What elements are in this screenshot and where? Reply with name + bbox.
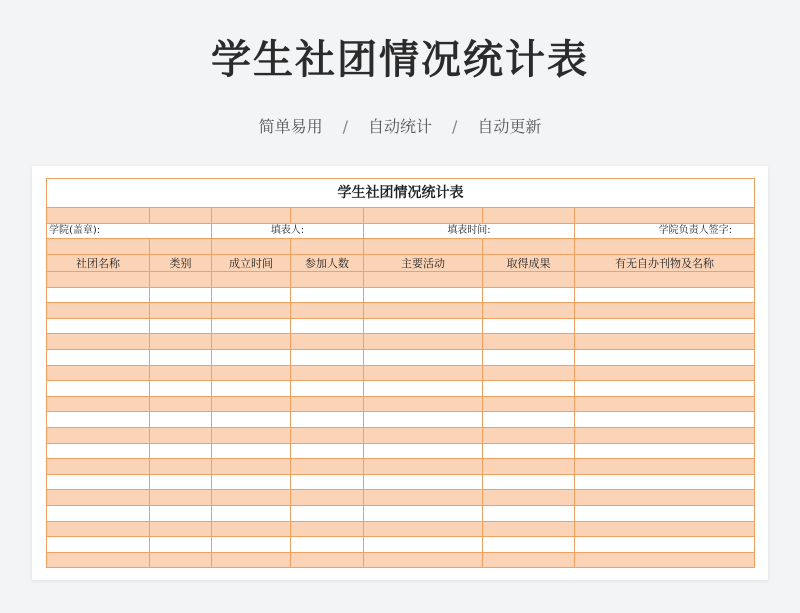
table-cell[interactable] — [575, 365, 755, 381]
table-cell[interactable] — [483, 552, 575, 568]
table-cell[interactable] — [150, 349, 212, 365]
table-cell[interactable] — [483, 303, 575, 319]
table-cell[interactable] — [483, 365, 575, 381]
table-cell[interactable] — [150, 381, 212, 397]
table-cell[interactable] — [291, 459, 364, 475]
table-cell[interactable] — [575, 521, 755, 537]
table-cell[interactable] — [150, 412, 212, 428]
table-row — [47, 552, 755, 568]
table-row — [47, 537, 755, 553]
table-cell[interactable] — [364, 505, 483, 521]
tag-easy: 简单易用 — [258, 117, 323, 136]
table-cell[interactable] — [291, 303, 364, 319]
table-cell[interactable] — [291, 412, 364, 428]
table-cell[interactable] — [47, 537, 150, 553]
table-cell[interactable] — [212, 459, 291, 475]
table-cell[interactable] — [291, 287, 364, 303]
table-cell[interactable] — [212, 443, 291, 459]
table-cell[interactable] — [483, 490, 575, 506]
table-cell[interactable] — [150, 272, 212, 288]
table-cell[interactable] — [575, 505, 755, 521]
table-cell[interactable] — [212, 552, 291, 568]
blank-row — [47, 239, 755, 255]
table-cell[interactable] — [291, 349, 364, 365]
table-cell[interactable] — [150, 396, 212, 412]
table-cell[interactable] — [291, 474, 364, 490]
table-cell[interactable] — [483, 427, 575, 443]
table-row — [47, 318, 755, 334]
signature-label: 学院负责人签字: — [575, 224, 755, 239]
table-cell[interactable] — [483, 505, 575, 521]
table-cell[interactable] — [364, 318, 483, 334]
spreadsheet-preview — [32, 166, 768, 580]
table-cell[interactable] — [575, 318, 755, 334]
table-cell[interactable] — [47, 505, 150, 521]
cell[interactable] — [575, 208, 755, 224]
table-cell[interactable] — [291, 443, 364, 459]
table-cell[interactable] — [291, 490, 364, 506]
info-row — [47, 224, 755, 239]
table-cell[interactable] — [212, 412, 291, 428]
table-cell[interactable] — [575, 287, 755, 303]
table-cell[interactable] — [291, 427, 364, 443]
cell[interactable] — [150, 239, 212, 255]
table-row — [47, 272, 755, 288]
table-cell[interactable] — [291, 521, 364, 537]
table-cell[interactable] — [483, 318, 575, 334]
table-cell[interactable] — [575, 474, 755, 490]
tag-separator: / — [342, 117, 348, 136]
table-row — [47, 412, 755, 428]
table-cell[interactable] — [47, 459, 150, 475]
table-cell[interactable] — [291, 537, 364, 553]
table-cell[interactable] — [150, 287, 212, 303]
table-row — [47, 474, 755, 490]
tag-auto-update: 自动更新 — [477, 117, 542, 136]
column-header: 取得成果 — [483, 255, 575, 272]
table-cell[interactable] — [483, 272, 575, 288]
table-row — [47, 427, 755, 443]
cell[interactable] — [483, 239, 575, 255]
table-cell[interactable] — [483, 521, 575, 537]
table-cell[interactable] — [212, 474, 291, 490]
column-header: 成立时间 — [212, 255, 291, 272]
column-header: 参加人数 — [291, 255, 364, 272]
table-cell[interactable] — [150, 427, 212, 443]
table-cell[interactable] — [483, 396, 575, 412]
table-cell[interactable] — [212, 396, 291, 412]
table-cell[interactable] — [47, 365, 150, 381]
table-cell[interactable] — [212, 427, 291, 443]
table-cell[interactable] — [47, 490, 150, 506]
table-cell[interactable] — [47, 552, 150, 568]
table-row — [47, 505, 755, 521]
table-cell[interactable] — [291, 381, 364, 397]
table-cell[interactable] — [150, 365, 212, 381]
filler-label: 填表人: — [212, 224, 364, 239]
table-cell[interactable] — [575, 490, 755, 506]
cell[interactable] — [212, 208, 291, 224]
table-cell[interactable] — [47, 303, 150, 319]
table-row — [47, 365, 755, 381]
table-row — [47, 490, 755, 506]
table-cell[interactable] — [47, 443, 150, 459]
table-cell[interactable] — [150, 474, 212, 490]
column-header: 社团名称 — [47, 255, 150, 272]
table-cell[interactable] — [364, 474, 483, 490]
table-cell[interactable] — [364, 365, 483, 381]
statistics-table — [46, 178, 755, 568]
table-cell[interactable] — [212, 318, 291, 334]
table-cell[interactable] — [150, 443, 212, 459]
table-cell[interactable] — [364, 412, 483, 428]
table-cell[interactable] — [364, 396, 483, 412]
table-cell[interactable] — [47, 272, 150, 288]
blank-row — [47, 208, 755, 224]
table-cell[interactable] — [150, 505, 212, 521]
table-row — [47, 349, 755, 365]
table-cell[interactable] — [483, 474, 575, 490]
table-cell[interactable] — [150, 552, 212, 568]
table-cell[interactable] — [575, 334, 755, 350]
sheet-title: 学生社团情况统计表 — [47, 179, 755, 208]
table-row — [47, 334, 755, 350]
table-cell[interactable] — [47, 474, 150, 490]
tag-auto-stats: 自动统计 — [367, 117, 432, 136]
table-cell[interactable] — [364, 381, 483, 397]
table-cell[interactable] — [150, 303, 212, 319]
table-cell[interactable] — [364, 537, 483, 553]
table-cell[interactable] — [364, 427, 483, 443]
table-row — [47, 443, 755, 459]
table-cell[interactable] — [483, 287, 575, 303]
table-cell[interactable] — [47, 318, 150, 334]
table-cell[interactable] — [47, 521, 150, 537]
table-row — [47, 396, 755, 412]
table-cell[interactable] — [47, 287, 150, 303]
table-row — [47, 303, 755, 319]
table-cell[interactable] — [364, 349, 483, 365]
table-cell[interactable] — [291, 396, 364, 412]
table-cell[interactable] — [291, 272, 364, 288]
table-cell[interactable] — [364, 303, 483, 319]
table-cell[interactable] — [575, 381, 755, 397]
table-cell[interactable] — [483, 537, 575, 553]
table-row — [47, 459, 755, 475]
table-cell[interactable] — [483, 349, 575, 365]
table-cell[interactable] — [150, 318, 212, 334]
table-cell[interactable] — [212, 303, 291, 319]
table-cell[interactable] — [364, 490, 483, 506]
table-cell[interactable] — [364, 272, 483, 288]
cell[interactable] — [291, 239, 364, 255]
table-cell[interactable] — [212, 272, 291, 288]
cell[interactable] — [212, 239, 291, 255]
table-cell[interactable] — [150, 537, 212, 553]
cell[interactable] — [364, 208, 483, 224]
column-header: 类别 — [150, 255, 212, 272]
column-header: 有无自办刊物及名称 — [575, 255, 755, 272]
table-cell[interactable] — [364, 443, 483, 459]
table-cell[interactable] — [483, 381, 575, 397]
table-cell[interactable] — [47, 381, 150, 397]
table-cell[interactable] — [291, 365, 364, 381]
table-cell[interactable] — [575, 459, 755, 475]
table-cell[interactable] — [212, 490, 291, 506]
table-cell[interactable] — [291, 552, 364, 568]
table-cell[interactable] — [483, 443, 575, 459]
table-cell[interactable] — [212, 381, 291, 397]
cell[interactable] — [47, 208, 150, 224]
table-cell[interactable] — [575, 396, 755, 412]
cell[interactable] — [47, 239, 150, 255]
table-cell[interactable] — [150, 490, 212, 506]
table-cell[interactable] — [291, 505, 364, 521]
table-cell[interactable] — [575, 552, 755, 568]
table-cell[interactable] — [212, 287, 291, 303]
table-cell[interactable] — [575, 303, 755, 319]
table-cell[interactable] — [483, 459, 575, 475]
table-cell[interactable] — [575, 272, 755, 288]
table-cell[interactable] — [47, 334, 150, 350]
table-cell[interactable] — [212, 505, 291, 521]
table-cell[interactable] — [575, 537, 755, 553]
table-cell[interactable] — [575, 349, 755, 365]
table-cell[interactable] — [212, 521, 291, 537]
fill-time-label: 填表时间: — [364, 224, 575, 239]
table-cell[interactable] — [483, 334, 575, 350]
table-row — [47, 287, 755, 303]
cell[interactable] — [291, 208, 364, 224]
table-cell[interactable] — [212, 349, 291, 365]
table-cell[interactable] — [47, 396, 150, 412]
table-cell[interactable] — [364, 459, 483, 475]
table-cell[interactable] — [212, 365, 291, 381]
column-header: 主要活动 — [364, 255, 483, 272]
table-cell[interactable] — [364, 552, 483, 568]
table-cell[interactable] — [47, 349, 150, 365]
college-label: 学院(盖章): — [47, 224, 212, 239]
table-cell[interactable] — [364, 334, 483, 350]
table-cell[interactable] — [364, 521, 483, 537]
table-cell[interactable] — [212, 334, 291, 350]
table-cell[interactable] — [575, 443, 755, 459]
table-cell[interactable] — [47, 427, 150, 443]
table-row — [47, 521, 755, 537]
table-cell[interactable] — [150, 459, 212, 475]
page-title: 学生社团情况统计表 — [211, 37, 589, 83]
table-cell[interactable] — [364, 287, 483, 303]
table-cell[interactable] — [291, 318, 364, 334]
column-header-row — [47, 255, 755, 272]
table-cell[interactable] — [575, 427, 755, 443]
table-cell[interactable] — [575, 412, 755, 428]
table-cell[interactable] — [47, 412, 150, 428]
cell[interactable] — [575, 239, 755, 255]
feature-tags — [0, 114, 800, 137]
table-cell[interactable] — [291, 334, 364, 350]
cell[interactable] — [150, 208, 212, 224]
cell[interactable] — [364, 239, 483, 255]
cell[interactable] — [483, 208, 575, 224]
tag-separator: / — [452, 117, 458, 136]
sheet-title-row — [47, 179, 755, 208]
table-cell[interactable] — [212, 537, 291, 553]
table-cell[interactable] — [150, 521, 212, 537]
table-cell[interactable] — [150, 334, 212, 350]
table-row — [47, 381, 755, 397]
table-cell[interactable] — [483, 412, 575, 428]
